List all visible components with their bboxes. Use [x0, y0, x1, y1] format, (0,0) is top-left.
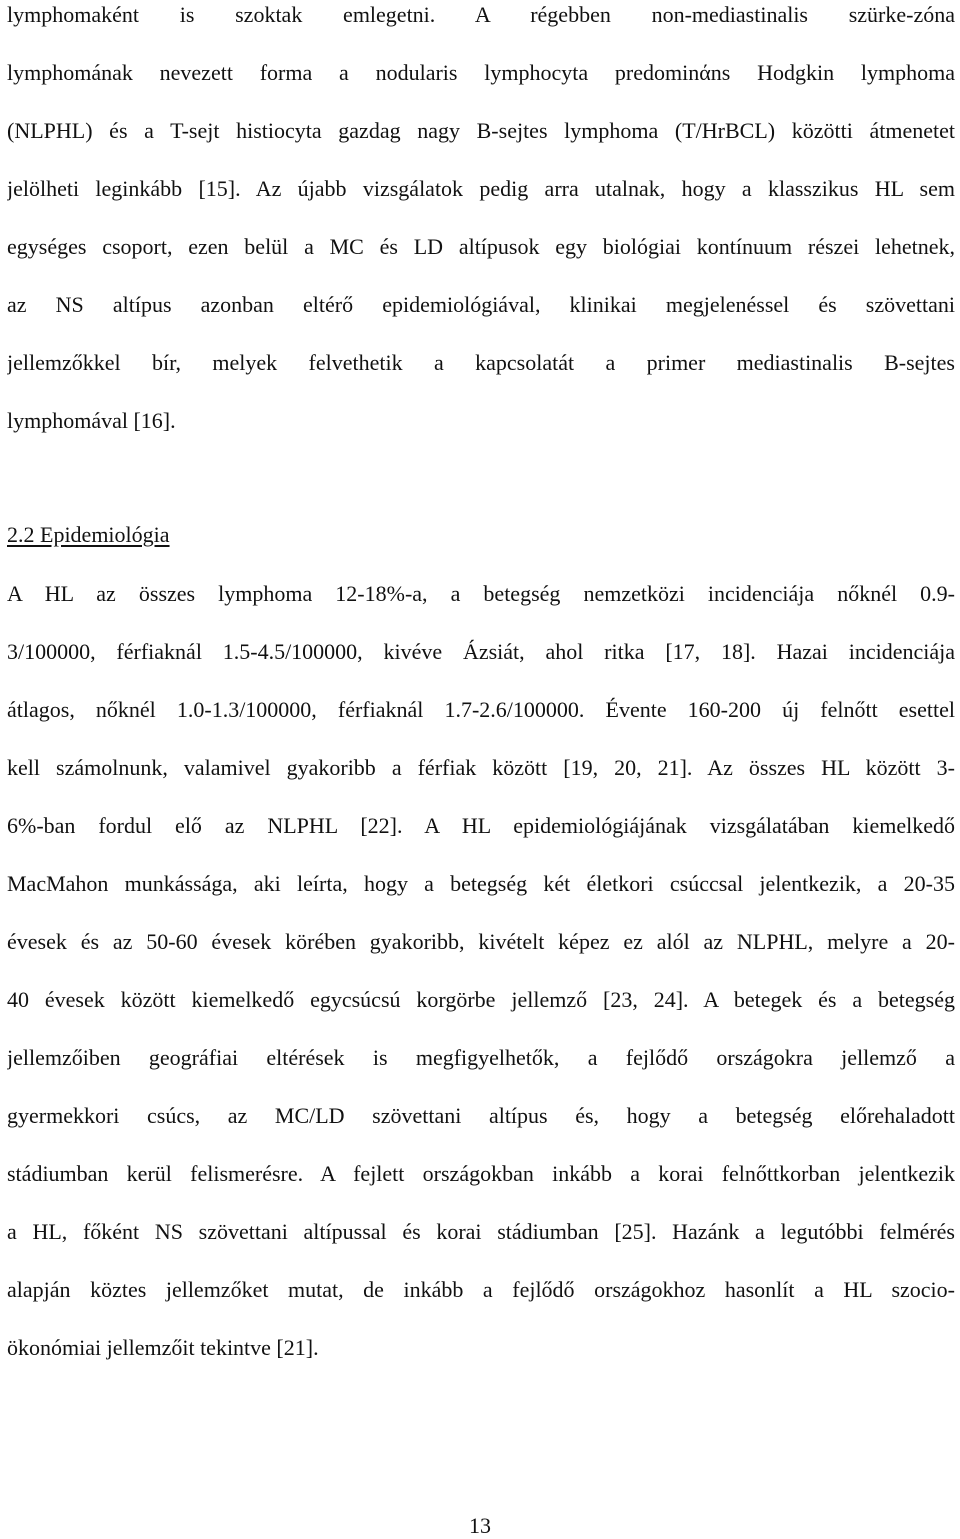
paragraph-line: az NS altípus azonban eltérő epidemiológiával, klinikai megjelenéssel és szövettani: [7, 292, 955, 317]
paragraph-line: 40 évesek között kiemelkedő egycsúcsú korgörbe jellemző [23, 24]. A betegek és a betegség: [7, 987, 955, 1012]
paragraph-line: lymphomának nevezett forma a nodularis lymphocyta predominάns Hodgkin lymphoma: [7, 60, 955, 85]
page-number: 13: [469, 1513, 491, 1538]
paragraph-line: A HL az összes lymphoma 12-18%-a, a betegség nemzetközi incidenciája nőknél 0.9-: [7, 581, 955, 606]
paragraph-line: stádiumban kerül felismerésre. A fejlett országokban inkább a korai felnőttkorban jelentkezik: [7, 1161, 955, 1186]
paragraph-line: lymphomaként is szoktak emlegetni. A régebben non-mediastinalis szürke-zóna: [7, 2, 955, 27]
paragraph-line: jellemzőiben geográfiai eltérések is megfigyelhetők, a fejlődő országokra jellemző a: [7, 1045, 955, 1070]
paragraph-line: MacMahon munkássága, aki leírta, hogy a betegség két életkori csúccsal jelentkezik, a 20-35: [7, 871, 955, 896]
section-heading: [7, 522, 955, 548]
paragraph-line: alapján köztes jellemzőket mutat, de inkább a fejlődő országokhoz hasonlít a HL szocio-: [7, 1277, 955, 1302]
paragraph-line: átlagos, nőknél 1.0-1.3/100000, férfiaknál 1.7-2.6/100000. Évente 160-200 új felnőtt esettel: [7, 697, 955, 722]
paragraph-line: egységes csoport, ezen belül a MC és LD altípusok egy biológiai kontínuum részei lehetnek,: [7, 234, 955, 259]
section-heading-text: 2.2 Epidemiológia: [7, 522, 170, 547]
paragraph-line: (NLPHL) és a T-sejt histiocyta gazdag nagy B-sejtes lymphoma (T/HrBCL) közötti átmenetet: [7, 118, 955, 143]
paragraph-line: gyermekkori csúcs, az MC/LD szövettani altípus és, hogy a betegség előrehaladott: [7, 1103, 955, 1128]
paragraph-line: 6%-ban fordul elő az NLPHL [22]. A HL epidemiológiájának vizsgálatában kiemelkedő: [7, 813, 955, 838]
paragraph-line: 3/100000, férfiaknál 1.5-4.5/100000, kivéve Ázsiát, ahol ritka [17, 18]. Hazai incidenciája: [7, 639, 955, 664]
paragraph-line: jellemzőkkel bír, melyek felvethetik a kapcsolatát a primer mediastinalis B-sejtes: [7, 350, 955, 375]
paragraph-line: a HL, főként NS szövettani altípussal és korai stádiumban [25]. Hazánk a legutóbbi felmérés: [7, 1219, 955, 1244]
paragraph-line: évesek és az 50-60 évesek körében gyakoribb, kivételt képez ez alól az NLPHL, melyre a 20-: [7, 929, 955, 954]
paragraph-line: lymphomával [16].: [7, 408, 176, 433]
paragraph-line: kell számolnunk, valamivel gyakoribb a férfiak között [19, 20, 21]. Az összes HL között 3-: [7, 755, 955, 780]
paragraph-line: jelölheti leginkább [15]. Az újabb vizsgálatok pedig arra utalnak, hogy a klasszikus HL sem: [7, 176, 955, 201]
paragraph-line: ökonómiai jellemzőit tekintve [21].: [7, 1335, 319, 1360]
